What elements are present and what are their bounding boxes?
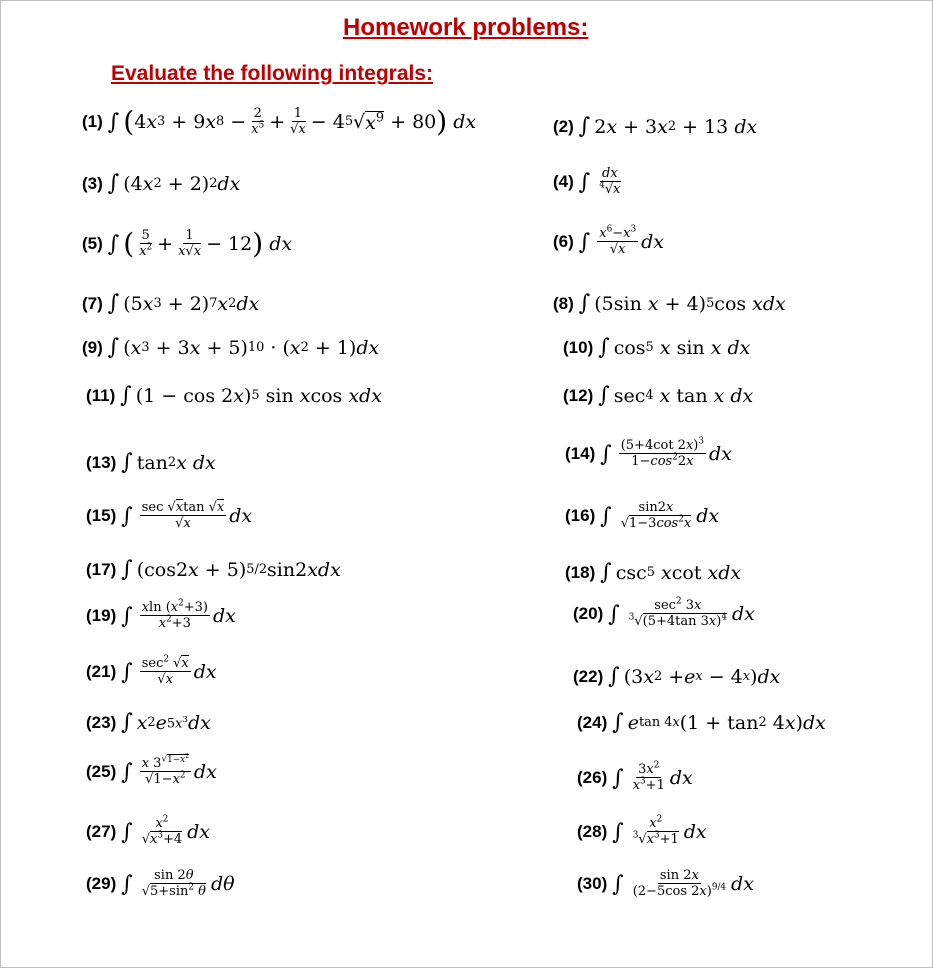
- problem-number: (6): [553, 232, 574, 251]
- problem-21: (21) ∫ $\frac{\sec^2 √x}{√x}$ dx: [86, 654, 217, 687]
- problem-number: (3): [82, 173, 103, 193]
- problem-number: (15): [86, 506, 117, 525]
- problem-number: (4): [553, 172, 574, 191]
- problem-15: (15) ∫ $\frac{\sec √xtan √x}{√x}$ dx: [86, 500, 253, 531]
- problem-18: (18) ∫ csc 5 x cot xdx: [565, 560, 742, 585]
- problem-27: (27) ∫ $\frac{x^2}{√x^3+4}$ dx: [86, 814, 211, 847]
- problem-number: (23): [86, 712, 117, 732]
- section-heading: Evaluate the following integrals:: [111, 62, 434, 85]
- problem-14: (14) ∫ $\frac{(5+4\cot 2x)^3}{1-\cos^22x}$ dx: [565, 436, 732, 469]
- problem-5: (5) ∫ ( $\frac{5}{x^2}$ + $\frac{1}{x√x}$ − 12 ) dx: [82, 227, 293, 260]
- problem-19: (19) ∫ $\frac{xln (x^2+3)}{x^2+3}$ dx: [86, 598, 236, 631]
- problem-4: (4) ∫ $\frac{dx}{^4√x}$: [553, 166, 621, 197]
- problem-12: (12) ∫ sec 4 x tan x dx: [563, 383, 754, 408]
- problem-number: (13): [86, 452, 117, 472]
- problem-9: (9) ∫ ( x 3 + 3 x + 5) 10 · ( x 2 + 1) dx: [82, 335, 380, 360]
- problem-number: (8): [553, 293, 574, 313]
- problem-number: (10): [563, 337, 594, 357]
- problem-29: (29) ∫ $\frac{\sin 2\theta}{√5+\sin^2 \theta}$ dθ: [86, 868, 235, 899]
- problem-8: (8) ∫ (5sin x + 4) 5 cos xdx: [553, 291, 786, 316]
- problem-number: (22): [573, 666, 604, 686]
- problem-number: (27): [86, 822, 117, 841]
- problem-20: (20) ∫ $\frac{\sec^2 3x}{^3√(5+4\tan 3x)^4}$ dx: [573, 596, 755, 629]
- problem-number: (5): [82, 234, 103, 253]
- problem-number: (17): [86, 559, 117, 579]
- problem-3: (3) ∫ (4 x 2 + 2) 2 dx: [82, 171, 241, 196]
- problem-number: (11): [86, 385, 116, 405]
- problem-number: (26): [577, 768, 608, 787]
- problem-25: (25) ∫ $\frac{x 3^{√1-x^2}}{√1-x^2}$ dx: [86, 752, 217, 787]
- problem-16: (16) ∫ $\frac{\sin 2x}{√1-3\cos^2x}$ dx: [565, 500, 720, 531]
- problem-number: (20): [573, 604, 604, 623]
- problem-26: (26) ∫ $\frac{3x^2}{x^3+1}$ dx: [577, 760, 693, 793]
- problem-number: (29): [86, 874, 117, 893]
- problem-number: (16): [565, 506, 596, 525]
- problem-17: (17) ∫ (cos2 x + 5) 5/2 sin2 xdx: [86, 557, 341, 582]
- problem-number: (24): [577, 712, 608, 732]
- problem-30: (30) ∫ $\frac{\sin 2x}{(2-5\cos 2x)^{9/4}}$ dx: [577, 868, 754, 899]
- problem-6: (6) ∫ $\frac{x^6-x^3}{√x}$ dx: [553, 224, 664, 257]
- problem-28: (28) ∫ $\frac{x^2}{^3√x^3+1}$ dx: [577, 814, 707, 847]
- problem-23: (23) ∫ x 2 e $5x^3$ dx: [86, 710, 211, 735]
- problem-2: (2) ∫ 2 x + 3 x 2 + 13 dx: [553, 114, 758, 139]
- problem-number: (2): [553, 116, 574, 136]
- problem-number: (7): [82, 293, 103, 313]
- problem-13: (13) ∫ tan 2 x dx: [86, 450, 216, 475]
- problem-7: (7) ∫ (5 x 3 + 2) 7 x 2 dx: [82, 291, 260, 316]
- problem-10: (10) ∫ cos 5 x sin x dx: [563, 335, 751, 360]
- problem-22: (22) ∫ (3 x 2 + e x − 4 x ) dx: [573, 664, 781, 689]
- problem-11: (11) ∫ (1 − cos 2 x ) 5 sin x cos xdx: [86, 383, 382, 408]
- problem-number: (30): [577, 874, 608, 893]
- problem-1: (1) ∫ ( 4 x 3 + 9 x 8 − $\frac{2}{x^5}$ + $\frac{1}{√x}$ − 4 5 √ $x^9$ + 80 ) dx: [82, 105, 477, 138]
- page-title: Homework problems:: [343, 14, 589, 41]
- problem-number: (19): [86, 606, 117, 625]
- problem-number: (14): [565, 444, 596, 463]
- problem-number: (28): [577, 822, 608, 841]
- problem-number: (18): [565, 562, 596, 582]
- problem-number: (9): [82, 337, 103, 357]
- problem-number: (12): [563, 385, 594, 405]
- problem-number: (1): [82, 112, 103, 131]
- problem-number: (21): [86, 662, 117, 681]
- problem-number: (25): [86, 762, 117, 781]
- problem-24: (24) ∫ e tan 4x (1 + tan 2 4 x ) dx: [577, 710, 826, 735]
